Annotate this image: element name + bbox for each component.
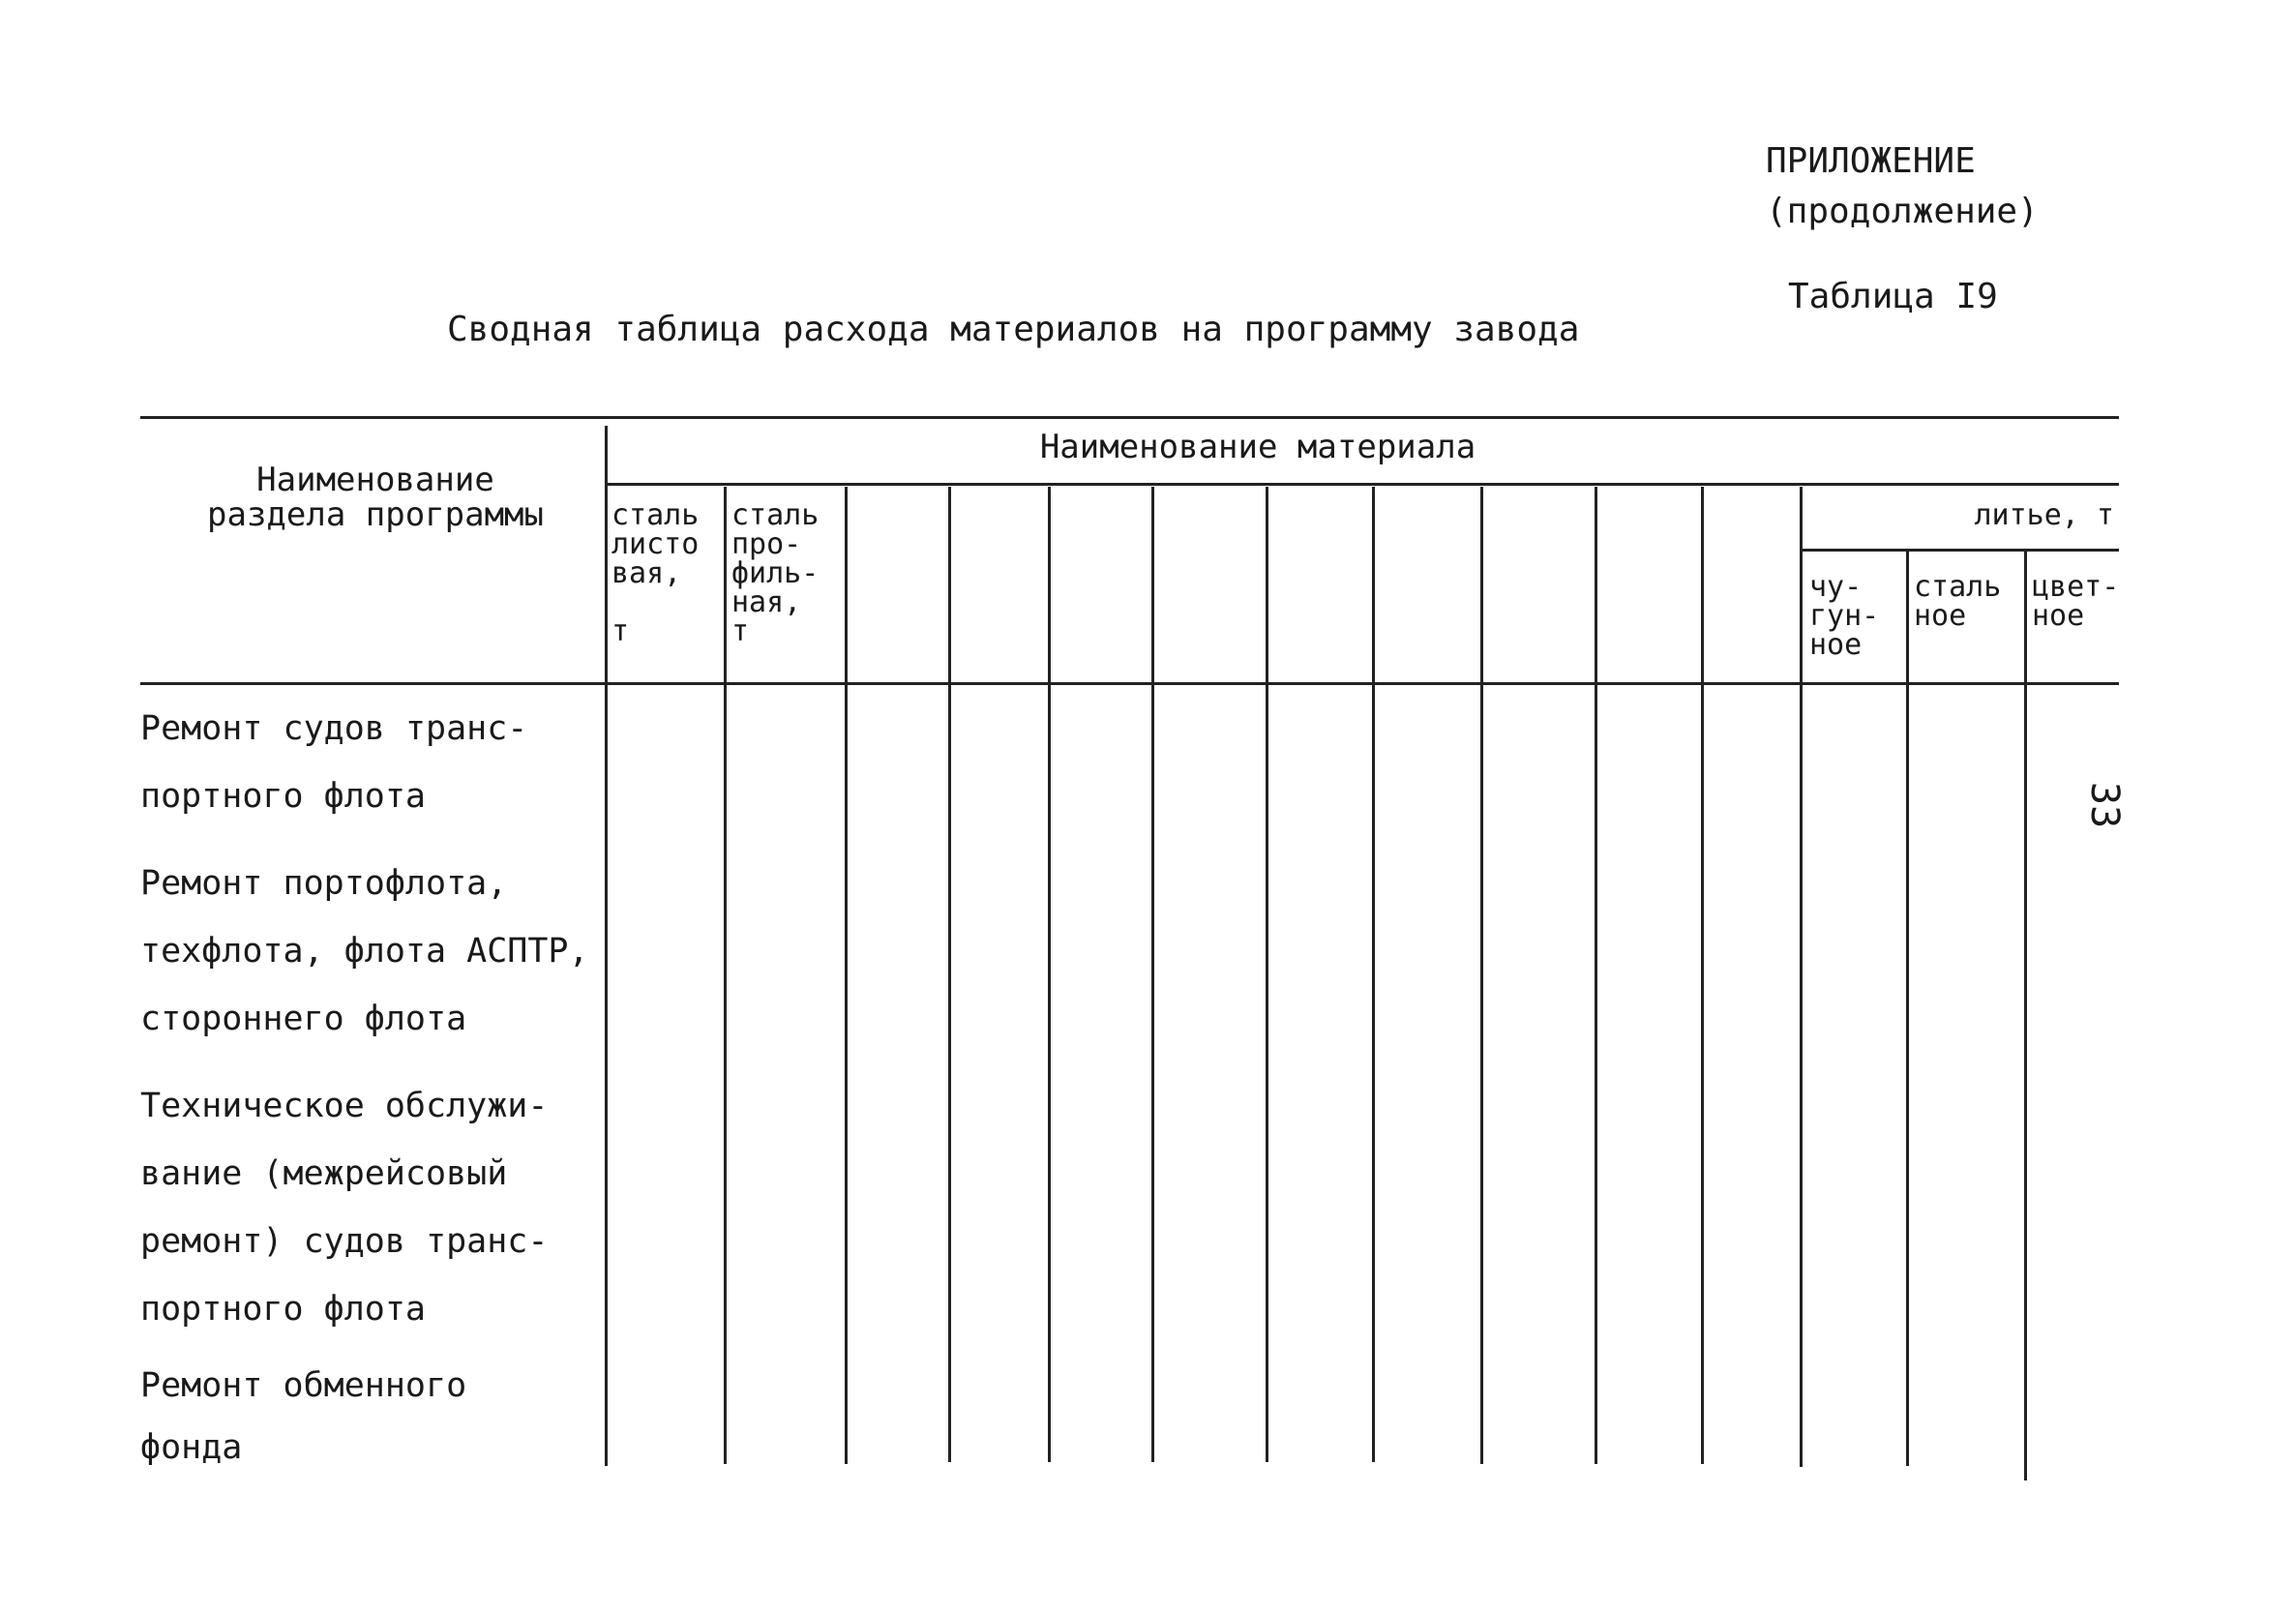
- header-casting: литье, т: [1974, 498, 2114, 532]
- casting-group-rule: [1802, 549, 2119, 552]
- table-top-rule: [140, 416, 2119, 419]
- appendix-label: ПРИЛОЖЕНИЕ: [1766, 141, 1976, 181]
- table-row-label: Ремонт портофлота, техфлота, флота АСПТР, стороннего флота: [140, 864, 589, 1038]
- header-profile-steel: сталь про- филь- ная, т: [731, 498, 820, 648]
- table-row-label: Ремонт судов транс- портного флота: [140, 709, 528, 816]
- column-divider: [1595, 487, 1597, 1464]
- header-material-name: Наименование материала: [1039, 428, 1476, 466]
- page-number: 33: [2082, 782, 2127, 829]
- column-divider: [845, 487, 848, 1464]
- column-divider: [948, 487, 951, 1462]
- column-divider: [2024, 552, 2027, 1480]
- header-non-ferrous: цвет- ное: [2032, 570, 2120, 633]
- column-divider: [1800, 487, 1803, 1467]
- header-sheet-steel: сталь листо вая, т: [611, 498, 700, 648]
- header-section-name: Наименование раздела программы: [207, 461, 544, 534]
- header-bottom-rule: [140, 682, 2119, 685]
- table-row-label: Техническое обслужи- вание (межрейсовый ремонт) судов транс- портного флота: [140, 1087, 549, 1329]
- column-divider: [605, 426, 608, 1466]
- column-divider: [1906, 552, 1909, 1466]
- column-divider: [724, 487, 727, 1464]
- column-divider: [1266, 487, 1268, 1462]
- column-divider: [1701, 487, 1704, 1464]
- table-number: Таблица I9: [1788, 277, 1998, 316]
- table-row-label: Ремонт обменного фонда: [140, 1366, 467, 1467]
- column-divider: [1048, 487, 1051, 1462]
- header-cast-steel: сталь ное: [1914, 570, 2002, 633]
- material-group-rule: [608, 483, 2119, 486]
- column-divider: [1480, 487, 1483, 1464]
- table-title: Сводная таблица расхода материалов на программу завода: [447, 310, 1580, 349]
- continuation-label: (продолжение): [1766, 192, 2039, 231]
- column-divider: [1151, 487, 1154, 1462]
- header-cast-iron: чу- гун- ное: [1809, 570, 1880, 662]
- column-divider: [1372, 487, 1375, 1462]
